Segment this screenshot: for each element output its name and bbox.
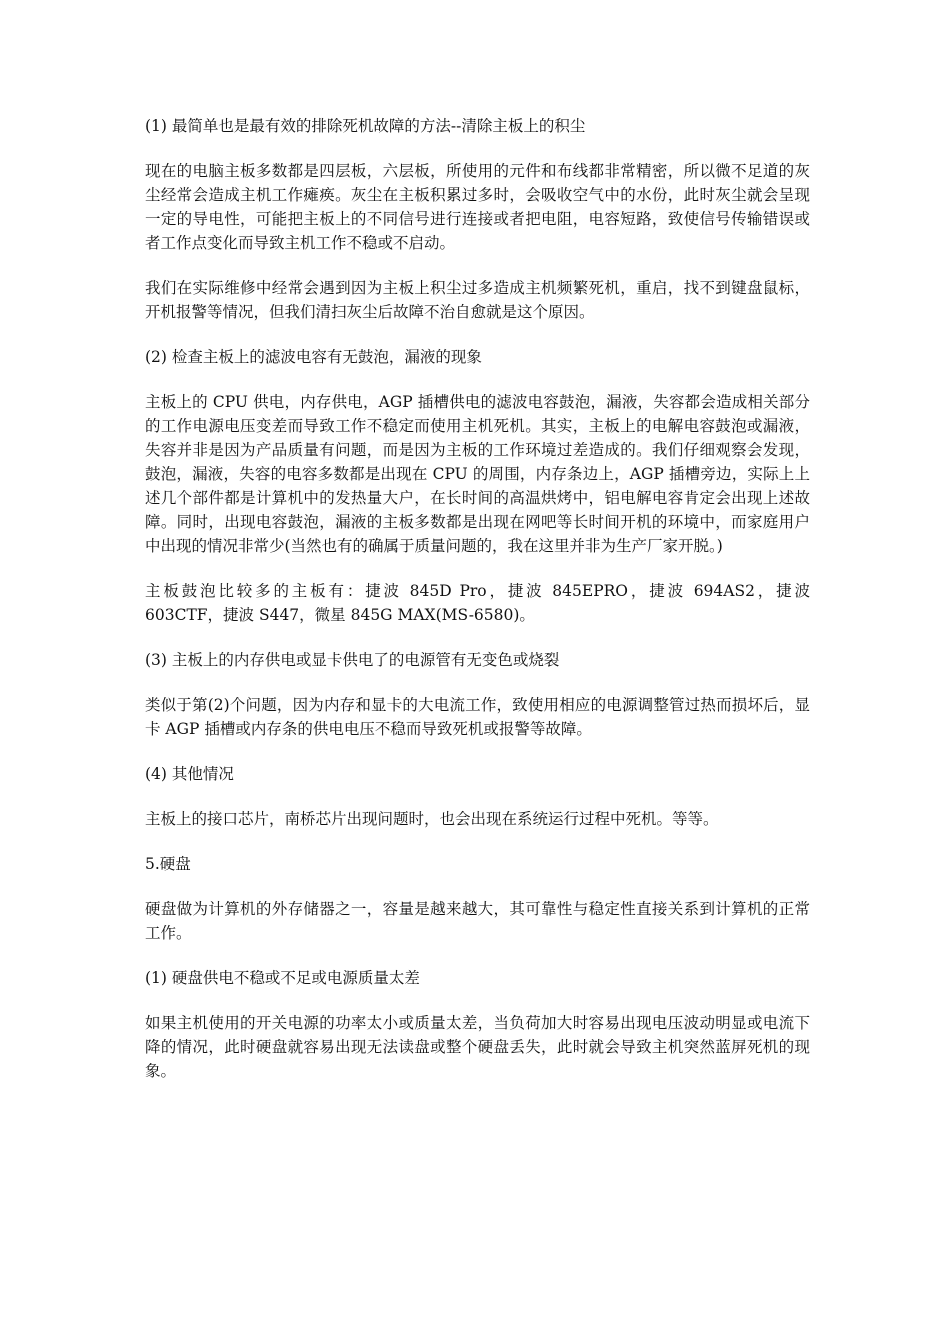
heading-hard-disk: 5.硬盘 [145,855,191,873]
paragraph-capacitor-failure: 主板上的 CPU 供电，内存供电，AGP 插槽供电的滤波电容鼓泡，漏液，失容都会造成相关部分的工作电源电压变差而导致工作不稳定而使用主机死机。其实，主板上的电解电容鼓泡或漏液，失容并非是因为产品质量有问题，而是因为主板的工作环境过差造成的。我们仔细观察会发现，鼓泡，漏液，失容的电容多数都是出现在 CPU 的周围，内存条边上，AGP 插槽旁边，实际上上述几个部件都是计算机中的发热量大户，在长时间的高温烘烤中，铝电解电容肯定会出现上述故障。同时，出现电容鼓泡，漏液的主板多数都是出现在网吧等长时间开机的环境中，而家庭用户中出现的情况非常少(当然也有的确属于质量问题的，我在这里并非为生产厂家开脱。) [145,393,810,555]
heading-power-tube: (3) 主板上的内存供电或显卡供电了的电源管有无变色或烧裂 [145,651,560,669]
heading-disk-power: (1) 硬盘供电不稳或不足或电源质量太差 [145,969,420,987]
paragraph-hard-disk-intro: 硬盘做为计算机的外存储器之一，容量是越来越大，其可靠性与稳定性直接关系到计算机的正常工作。 [145,900,810,942]
heading-capacitor-check: (2) 检查主板上的滤波电容有无鼓泡，漏液的现象 [145,348,482,366]
document-body [145,114,810,1104]
paragraph-other-cases: 主板上的接口芯片，南桥芯片出现问题时，也会出现在系统运行过程中死机。等等。 [145,810,719,828]
paragraph-disk-power: 如果主机使用的开关电源的功率太小或质量太差，当负荷加大时容易出现电压波动明显或电流下降的情况，此时硬盘就容易出现无法读盘或整个硬盘丢失，此时就会导致主机突然蓝屏死机的现象。 [145,1014,810,1080]
heading-other-cases: (4) 其他情况 [145,765,234,783]
paragraph-dust-conductivity: 现在的电脑主板多数都是四层板，六层板，所使用的元件和布线都非常精密，所以微不足道的灰尘经常会造成主机工作瘫痪。灰尘在主板积累过多时，会吸收空气中的水份，此时灰尘就会呈现一定的导电性，可能把主板上的不同信号进行连接或者把电阻，电容短路，致使信号传输错误或者工作点变化而导致主机工作不稳或不启动。 [145,162,810,252]
heading-dust-cleaning: (1) 最简单也是最有效的排除死机故障的方法--清除主板上的积尘 [145,117,586,135]
paragraph-dust-repair-experience: 我们在实际维修中经常会遇到因为主板上积尘过多造成主机频繁死机，重启，找不到键盘鼠标，开机报警等情况，但我们清扫灰尘后故障不治自愈就是这个原因。 [145,279,810,321]
paragraph-power-tube: 类似于第(2)个问题，因为内存和显卡的大电流工作，致使用相应的电源调整管过热而损坏后，显卡 AGP 插槽或内存条的供电电压不稳而导致死机或报警等故障。 [145,696,810,738]
paragraph-capacitor-boards: 主板鼓泡比较多的主板有：捷波 845D Pro，捷波 845EPRO，捷波 694AS2，捷波 603CTF，捷波 S447，微星 845G MAX(MS-6580)。 [145,582,810,624]
